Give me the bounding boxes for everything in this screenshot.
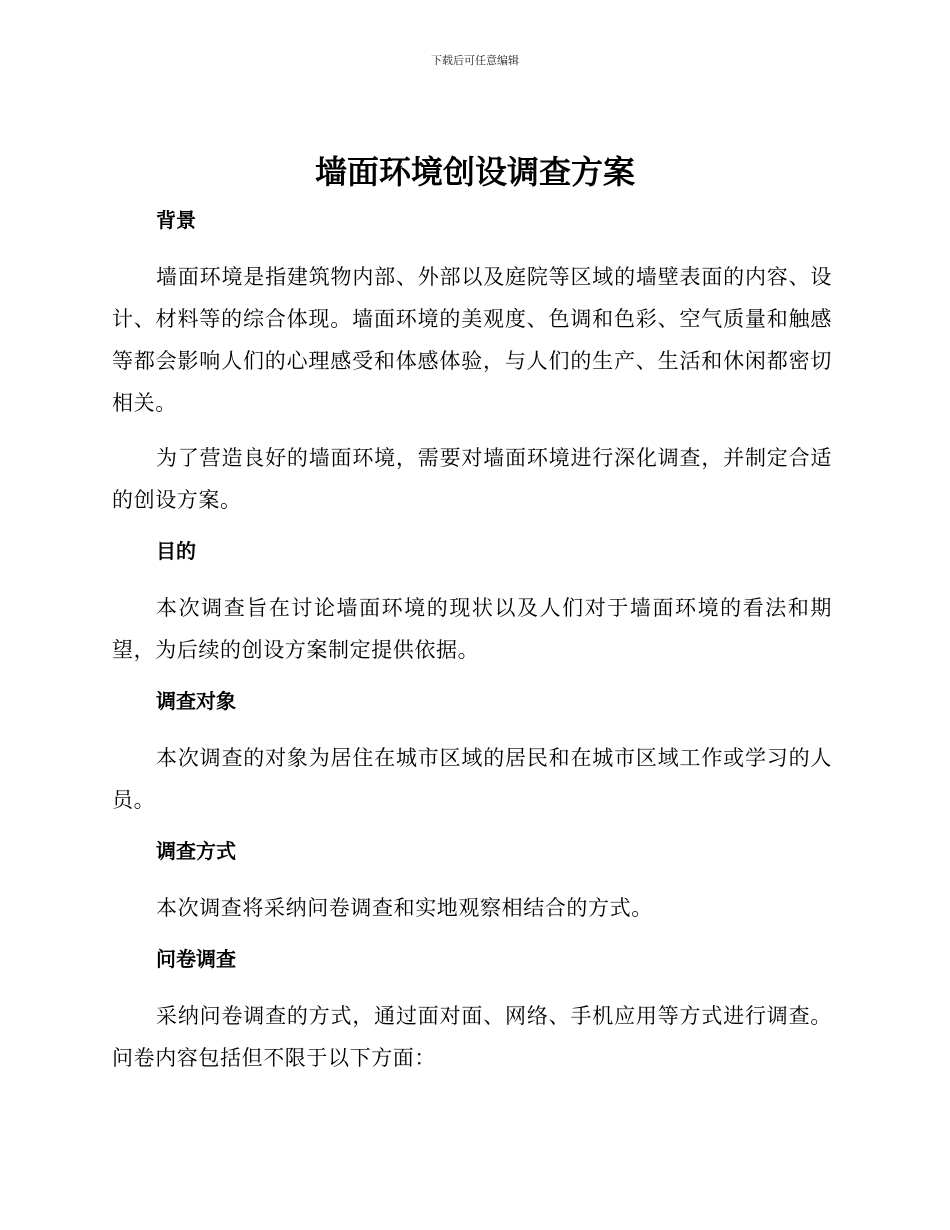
document-body: [112, 203, 832, 1079]
document-title: 墙面环境创设调查方案: [314, 153, 635, 191]
paragraph-survey-subjects: 本次调查的对象为居住在城市区域的居民和在城市区域工作或学习的人员。: [112, 746, 832, 812]
paragraph-questionnaire: 采纳问卷调查的方式，通过面对面、网络、手机应用等方式进行调查。问卷内容包括但不限于以下方面：: [112, 1004, 832, 1070]
section-heading-questionnaire: 问卷调查: [156, 947, 236, 971]
section-questionnaire: [112, 942, 832, 1079]
paragraph-survey-method: 本次调查将采纳问卷调查和实地观察相结合的方式。: [156, 896, 653, 920]
section-heading-background: 背景: [156, 208, 196, 232]
section-purpose: [112, 534, 832, 671]
section-background: [112, 203, 832, 521]
section-heading-survey-subjects: 调查对象: [156, 689, 236, 713]
section-heading-survey-method: 调查方式: [156, 839, 236, 863]
section-survey-subjects: [112, 684, 832, 821]
paragraph-background-2: 为了营造良好的墙面环境，需要对墙面环境进行深化调查，并制定合适的创设方案。: [112, 446, 832, 512]
paragraph-purpose: 本次调查旨在讨论墙面环境的现状以及人们对于墙面环境的看法和期望，为后续的创设方案制定提供依据。: [112, 596, 832, 662]
section-survey-method: [112, 834, 832, 929]
paragraph-background-1: 墙面环境是指建筑物内部、外部以及庭院等区域的墙壁表面的内容、设计、材料等的综合体现。墙面环境的美观度、色调和色彩、空气质量和触感等都会影响人们的心理感受和体感体验，与人们的生产、生活和休闲都密切相关。: [112, 265, 832, 415]
section-heading-purpose: 目的: [156, 539, 196, 563]
page-header-note: 下载后可任意编辑: [431, 54, 519, 67]
